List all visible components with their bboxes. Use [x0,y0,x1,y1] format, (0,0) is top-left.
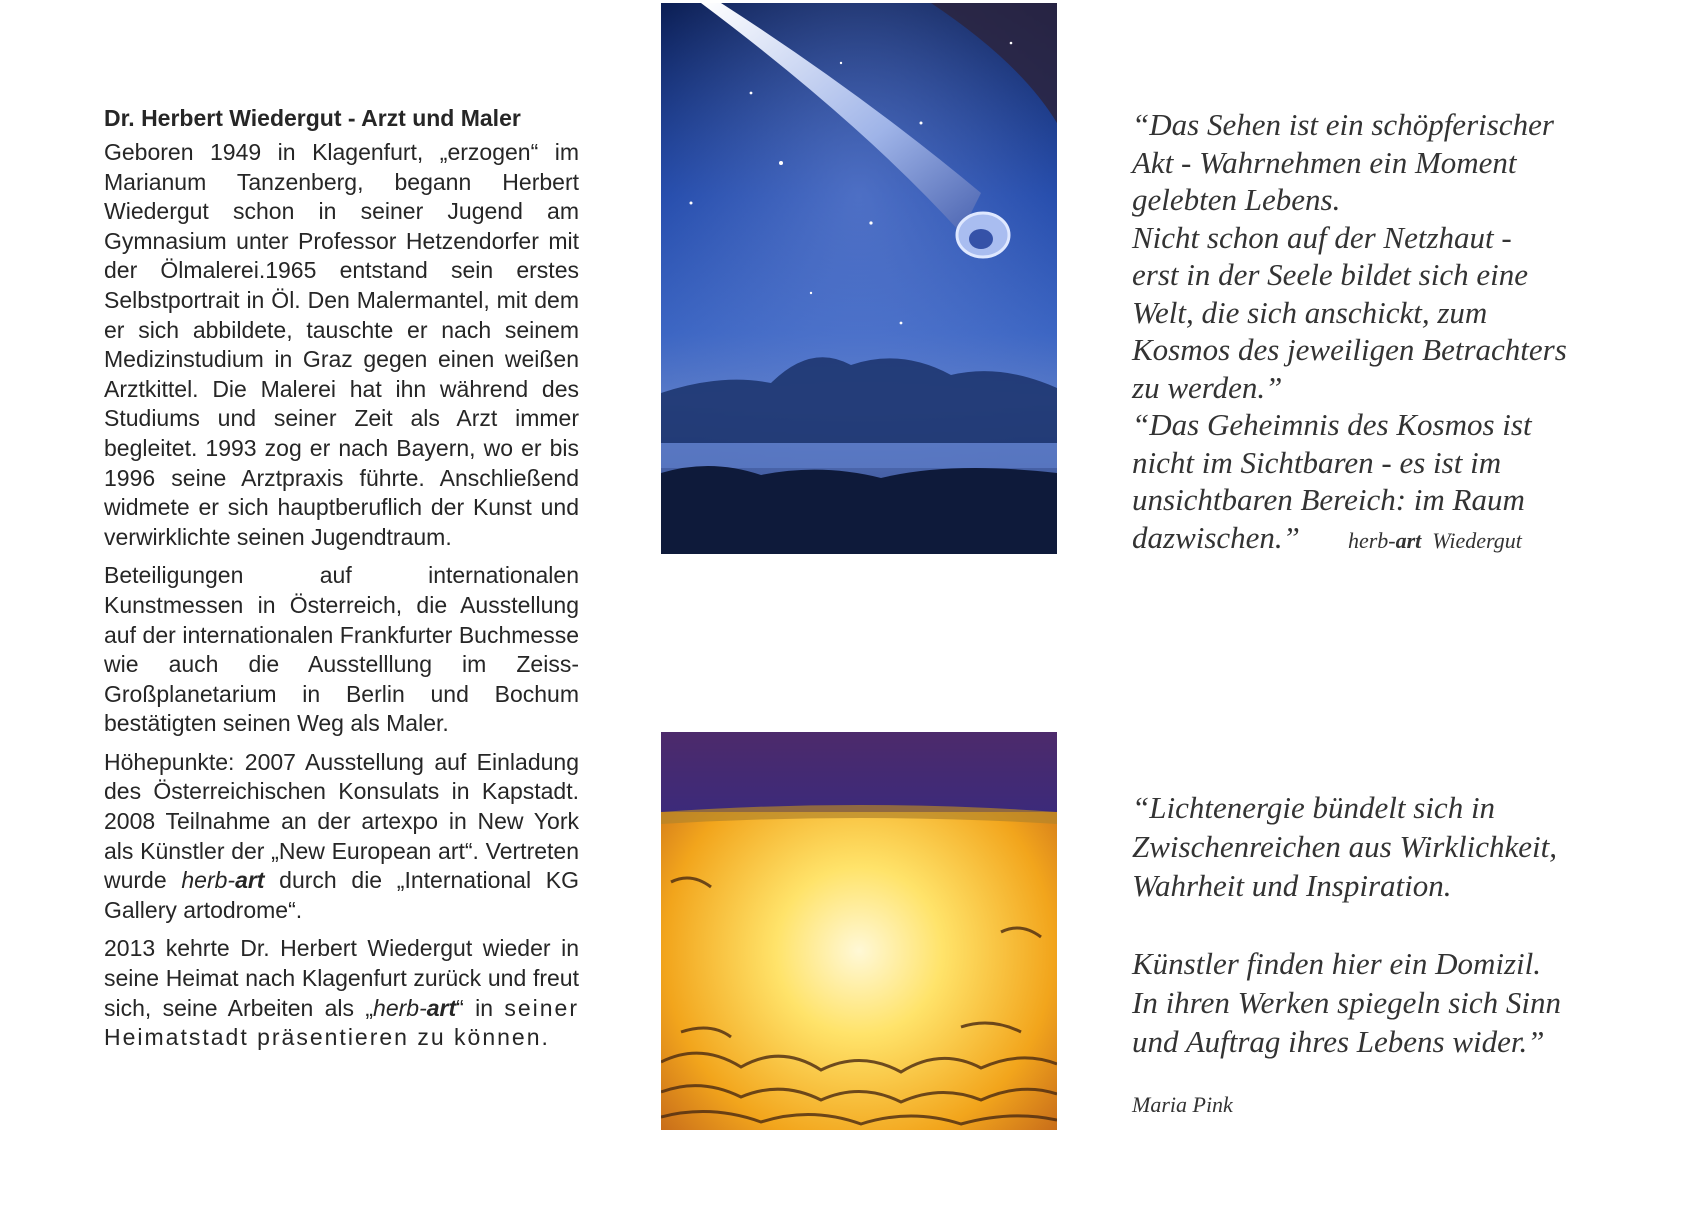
bio-paragraph-2: Beteiligungen auf internationalen Kunstmessen in Österreich, die Ausstellung auf der internationalen Frankfurter Buchmesse wie auch die Ausstelllung im Zeiss-Großplanetarium in Berlin und Bochum bestätigten seinen Weg als Maler. [104,562,579,737]
bio-paragraph-3: Höhepunkte: 2007 Ausstellung auf Einladung des Österreichischen Konsulats in Kapstadt. 2008 Teilnahme an der artexpo in New York als Künstler der „New European art“. Vertreten wurde herb-art durch die „International KG Gallery artodrome“. [104,748,579,923]
night-sky-comet-painting [661,3,1057,554]
quote-line: Künstler finden hier ein Domizil. [1132,946,1542,981]
quote-line: “Das Geheimnis des Kosmos ist [1132,407,1532,442]
quote-line: Nicht schon auf der Netzhaut - [1132,219,1512,255]
quote-block-1 [1132,106,1652,559]
quote-line: Welt, die sich anschickt, zum [1132,294,1488,330]
quote-line: nicht im Sichtbaren - es ist im [1132,444,1502,480]
golden-light-painting [661,732,1057,1130]
quote-line: Kosmos des jeweiligen Betrachters [1132,332,1567,367]
quote-block-2 [1132,788,1652,1124]
bio-paragraph-1: Geboren 1949 in Klagenfurt, „erzogen“ im Marianum Tanzenberg, begann Herbert Wiedergut schon in seiner Jugend am Gymnasium unter Professor Hetzendorfer mit der Ölmalerei.1965 entstand sein erstes Selbstportrait in Öl. Den Malermantel, mit dem er sich abbildete, tauschte er nach seinem Medizinstudium in Graz gegen einen weißen Arztkittel. Die Malerei hat ihn während des Studiums und seiner Zeit als Arzt immer begleitet. 1993 zog er nach Bayern, wo er bis 1996 seine Arztpraxis führte. Anschließend widmete er sich hauptberuflich der Kunst und verwirklichte seinen Jugendtraum. [104,139,579,550]
bio-paragraph-4: 2013 kehrte Dr. Herbert Wiedergut wieder in seine Heimat nach Klagenfurt zurück und freut sich, seine Arbeiten als „herb-art“ in seiner Heimatstadt präsentieren zu können. [104,935,580,1051]
quote-line: erst in der Seele bildet sich eine [1132,257,1528,292]
quote-line: “Das Sehen ist ein schöpferischer [1132,107,1554,142]
quote-line: und Auftrag ihres Lebens wider.” [1132,1024,1545,1059]
signature: herb-art Wiedergut [1347,527,1522,553]
quote-last-line: dazwischen.” herb-art Wiedergut [1132,519,1522,555]
bio-heading: Dr. Herbert Wiedergut - Arzt und Maler [104,105,521,131]
quote-line: Zwischenreichen aus Wirklichkeit, [1132,829,1558,864]
quote-line: zu werden.” [1132,369,1283,405]
quote-line: Wahrheit und Inspiration. [1132,868,1452,903]
quote-line: In ihren Werken spiegeln sich Sinn [1132,985,1562,1020]
quote-line: “Lichtenergie bündelt sich in [1132,790,1496,825]
quote-line: Akt - Wahrnehmen ein Moment [1132,144,1517,180]
quote-line: unsichtbaren Bereich: im Raum [1132,482,1525,517]
quote-author: Maria Pink [1132,1092,1233,1117]
quote-line: gelebten Lebens. [1132,182,1341,217]
biography-column [104,104,579,1062]
night-sky-comet-icon [661,3,1057,554]
golden-light-icon [661,732,1057,1130]
spacer [1132,905,1652,944]
